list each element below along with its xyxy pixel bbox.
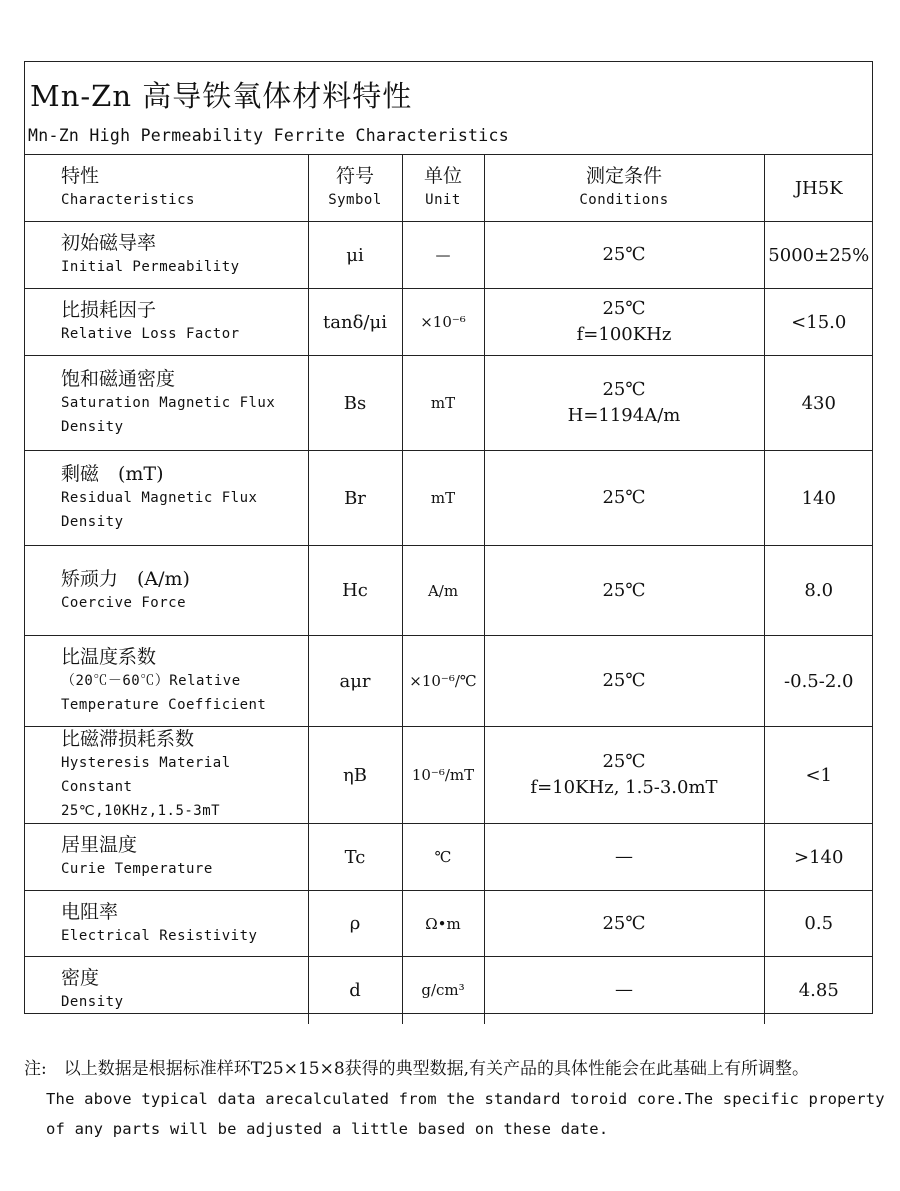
condition-line-1: 25℃ (602, 244, 646, 265)
condition-line-1: 25℃ (602, 912, 646, 934)
cell-symbol: Hc (308, 546, 402, 636)
cell-symbol: tanδ/μi (308, 289, 402, 356)
characteristic-en: Relative Loss Factor (61, 326, 240, 342)
characteristic-en: Coercive Force (61, 594, 187, 611)
table-row (25, 546, 873, 636)
cell-characteristic (25, 891, 308, 957)
characteristic-zh: 饱和磁通密度 (61, 368, 176, 390)
cell-conditions (484, 957, 764, 1024)
cell-value: -0.5-2.0 (764, 636, 873, 727)
characteristic-en-2: Density (61, 514, 124, 530)
note-chinese: 注: 以上数据是根据标准样环T25×15×8获得的典型数据,有关产品的具体性能会在此基础上有所调整。 (24, 1059, 810, 1079)
characteristic-en: Curie Temperature (61, 861, 213, 877)
characteristic-zh: 密度 (61, 967, 100, 990)
cell-symbol: Br (308, 451, 402, 546)
cell-value: 0.5 (764, 891, 873, 957)
characteristic-en: Initial Permeability (61, 259, 240, 275)
condition-line-1: 25℃ (602, 751, 646, 772)
cell-characteristic (25, 451, 308, 546)
cell-unit: ×10⁻⁶ (402, 289, 484, 356)
condition-line-1: 25℃ (602, 579, 646, 601)
table-row (25, 451, 873, 546)
cell-characteristic (25, 636, 308, 727)
characteristics-table (25, 154, 873, 1024)
table-row (25, 891, 873, 957)
characteristic-zh: 比温度系数 (61, 646, 157, 668)
cell-unit: mT (402, 356, 484, 451)
condition-line-1: 25℃ (602, 298, 646, 319)
characteristic-en: Residual Magnetic Flux (61, 490, 258, 506)
condition-line-2: f=100KHz (576, 324, 672, 345)
characteristic-en-2: 25℃,10KHz,1.5-3mT (61, 803, 221, 819)
cell-conditions (484, 222, 764, 289)
cell-unit: — (402, 222, 484, 289)
cell-value: <1 (764, 727, 873, 824)
title-chinese: Mn-Zn 高导铁氧体材料特性 (30, 79, 413, 113)
cell-value: <15.0 (764, 289, 873, 356)
table-row (25, 222, 873, 289)
note-english-line-1: The above typical data arecalculated from the standard toroid core.The specific property (46, 1090, 885, 1108)
condition-line-2: H=1194A/m (567, 405, 681, 426)
cell-value: 8.0 (764, 546, 873, 636)
characteristic-zh: 居里温度 (61, 834, 138, 856)
header-conditions: 测定条件 Conditions (484, 155, 764, 222)
cell-conditions (484, 824, 764, 891)
cell-symbol: Bs (308, 356, 402, 451)
cell-characteristic (25, 824, 308, 891)
cell-value: 5000±25% (764, 222, 873, 289)
cell-symbol: ρ (308, 891, 402, 957)
characteristic-en: Saturation Magnetic Flux (61, 395, 276, 411)
header-grade: JH5K (764, 155, 873, 222)
characteristic-en: Density (61, 994, 124, 1011)
condition-line-1: 25℃ (602, 670, 646, 691)
cell-unit: A/m (402, 546, 484, 636)
characteristic-zh: 初始磁导率 (61, 232, 157, 254)
cell-characteristic (25, 289, 308, 356)
condition-line-2: f=10KHz, 1.5-3.0mT (530, 777, 718, 798)
cell-value: 140 (764, 451, 873, 546)
condition-line-1: 25℃ (602, 379, 646, 400)
cell-conditions (484, 451, 764, 546)
cell-unit: ℃ (402, 824, 484, 891)
condition-line-1: — (615, 846, 633, 867)
cell-conditions (484, 891, 764, 957)
cell-unit: 10⁻⁶/mT (402, 727, 484, 824)
header-symbol: 符号 Symbol (308, 155, 402, 222)
cell-symbol: d (308, 957, 402, 1024)
cell-symbol: aμr (308, 636, 402, 727)
characteristic-en-2: Temperature Coefficient (61, 697, 267, 713)
cell-characteristic (25, 546, 308, 636)
cell-unit: Ω•m (402, 891, 484, 957)
cell-conditions (484, 356, 764, 451)
characteristics-sheet (24, 61, 873, 1014)
condition-line-1: 25℃ (602, 487, 646, 508)
table-row (25, 824, 873, 891)
condition-line-1: — (615, 979, 633, 1001)
cell-symbol: Tc (308, 824, 402, 891)
cell-characteristic (25, 727, 308, 824)
cell-unit: ×10⁻⁶/℃ (402, 636, 484, 727)
characteristic-en: （20℃－60℃）Relative (61, 673, 241, 689)
table-row (25, 636, 873, 727)
title-english: Mn-Zn High Permeability Ferrite Characteristics (28, 126, 509, 145)
header-characteristics: 特性 Characteristics (25, 155, 308, 222)
cell-conditions (484, 636, 764, 727)
cell-conditions (484, 727, 764, 824)
cell-value: 4.85 (764, 957, 873, 1024)
cell-characteristic (25, 356, 308, 451)
table-row (25, 356, 873, 451)
cell-value: >140 (764, 824, 873, 891)
table-row (25, 957, 873, 1024)
characteristic-zh: 矫顽力 (A/m) (61, 567, 190, 590)
cell-conditions (484, 289, 764, 356)
characteristic-en: Hysteresis Material Constant (61, 755, 231, 795)
cell-value: 430 (764, 356, 873, 451)
note-english-line-2: of any parts will be adjusted a little based on these date. (46, 1120, 609, 1138)
characteristic-zh: 电阻率 (61, 900, 119, 923)
cell-symbol: ηB (308, 727, 402, 824)
table-row (25, 289, 873, 356)
cell-unit: g/cm³ (402, 957, 484, 1024)
cell-conditions (484, 546, 764, 636)
table-row (25, 727, 873, 824)
cell-unit: mT (402, 451, 484, 546)
characteristic-en-2: Density (61, 419, 124, 435)
header-row (25, 155, 873, 222)
characteristic-zh: 剩磁 (mT) (61, 463, 164, 485)
cell-characteristic (25, 957, 308, 1024)
characteristic-zh: 比磁滞损耗系数 (61, 728, 195, 750)
cell-characteristic (25, 222, 308, 289)
cell-symbol: μi (308, 222, 402, 289)
characteristic-en: Electrical Resistivity (61, 927, 258, 944)
characteristic-zh: 比损耗因子 (61, 299, 157, 321)
header-unit: 单位 Unit (402, 155, 484, 222)
